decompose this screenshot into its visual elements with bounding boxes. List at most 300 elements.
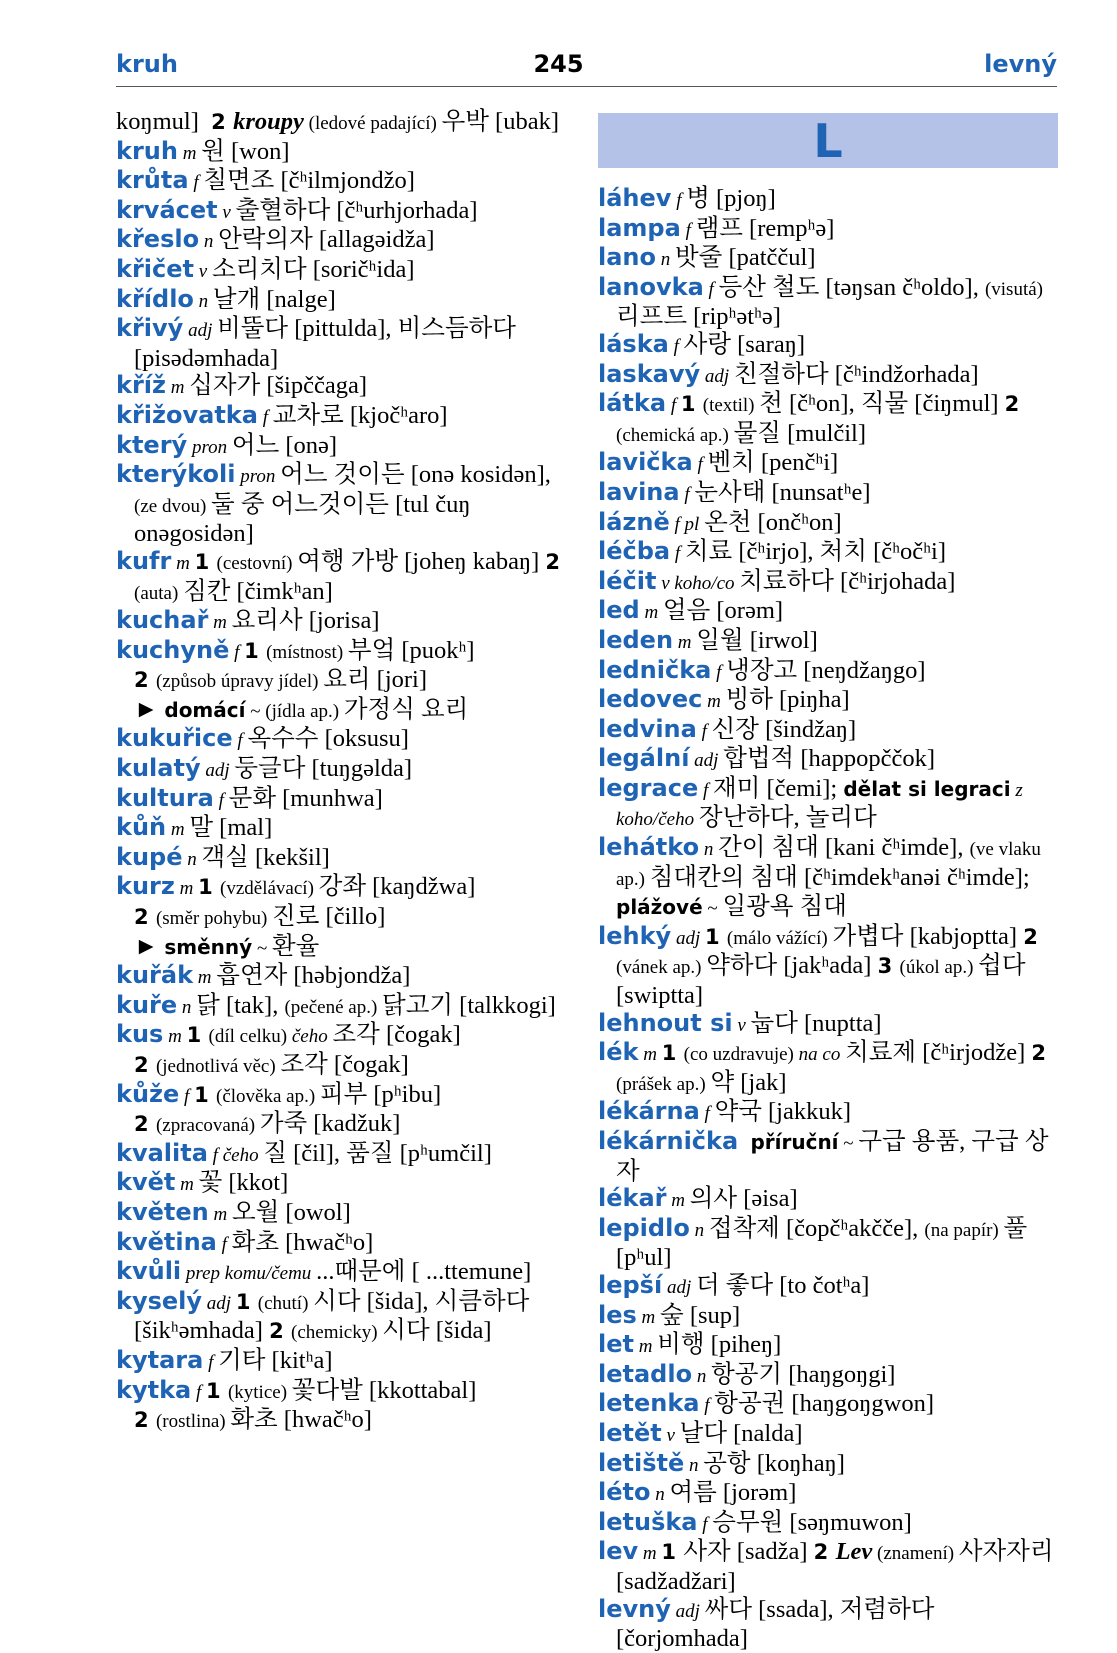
dictionary-entry [598, 1272, 1058, 1302]
entry-text: 램프 [rempʰə] [695, 214, 835, 242]
dictionary-entry [598, 568, 1058, 598]
entry-text: domácí [164, 697, 246, 722]
headword: ledvina [598, 714, 697, 743]
headword: lev [598, 1537, 639, 1566]
entry-text: 항공기 [haŋgoŋgi] [711, 1360, 896, 1388]
entry-text: adj [671, 927, 705, 949]
entry-text: ► [134, 932, 165, 960]
entry-text: f [179, 1085, 195, 1107]
entry-text: (cestovní) [216, 552, 298, 574]
entry-text: 눈사태 [nunsatʰe] [694, 478, 871, 506]
entry-text: (prášek ap.) [616, 1073, 711, 1095]
headword: lavina [598, 477, 680, 506]
dictionary-entry [598, 686, 1058, 716]
dictionary-entry [116, 432, 571, 462]
entry-text: 숲 [sup] [660, 1301, 741, 1329]
entry-text: z koho/čeho [616, 779, 1028, 831]
entry-text: (způsob úpravy jídel) [155, 671, 324, 693]
entry-text: f pl [669, 513, 705, 535]
dictionary-entry [598, 1420, 1058, 1450]
entry-text: 흡연자 [həbjondža] [216, 962, 411, 990]
entry-text: (zpracovaná) [155, 1115, 260, 1137]
entry-text: 병 [pjoŋ] [686, 185, 776, 212]
entry-text: m [673, 631, 697, 653]
entry-text: v [217, 201, 236, 223]
headword: látka [598, 389, 667, 418]
dictionary-entry [598, 1509, 1058, 1539]
entry-text: m [175, 1174, 199, 1196]
entry-text: 어느 것이든 [onə kosidən], [280, 461, 558, 489]
dictionary-entry [598, 923, 1058, 1010]
dictionary-entry [116, 1347, 571, 1377]
headword: kulatý [116, 754, 201, 783]
dictionary-entry [116, 903, 571, 933]
entry-text: 1 [186, 1023, 209, 1048]
entry-text: 객실 [kekšil] [201, 843, 330, 871]
entry-text: f [699, 1395, 715, 1417]
headword: kytka [116, 1375, 192, 1404]
entry-text: adj [200, 760, 235, 782]
right-column [598, 185, 1058, 1653]
entry-text: ~ (jídla ap.) [245, 700, 344, 722]
dictionary-entry [598, 834, 1058, 923]
entry-text: (rostlina) [155, 1411, 231, 1433]
headword: kuchař [116, 606, 209, 635]
headword: laskavý [598, 359, 701, 388]
dictionary-entry [116, 226, 571, 256]
headword: křičet [116, 254, 194, 283]
headword: letiště [598, 1448, 685, 1477]
dictionary-entry [598, 1185, 1058, 1215]
entry-text: f [257, 406, 273, 428]
dictionary-entry [116, 1140, 571, 1170]
entry-text: m [166, 819, 190, 841]
entry-text: f [229, 641, 245, 663]
entry-text: (místnost) [266, 641, 348, 663]
dictionary-entry [116, 814, 571, 844]
headword: kvalita [116, 1138, 208, 1167]
entry-text: 2 [1004, 392, 1027, 417]
dictionary-entry [598, 509, 1058, 539]
headword: křivý [116, 314, 184, 343]
entry-text: f [692, 454, 708, 476]
entry-text: v koho/co [656, 572, 740, 594]
entry-text: 재미 [čemi]; [713, 774, 844, 802]
entry-text: 2 [134, 1053, 156, 1077]
entry-text: m [633, 1336, 658, 1358]
entry-text: 항공권 [haŋgoŋgwon] [714, 1390, 935, 1418]
entry-text: n [182, 848, 202, 870]
entry-text: 일월 [irwol] [696, 626, 818, 654]
entry-text: (kytice) [227, 1381, 292, 1403]
entry-text: f [188, 172, 204, 194]
entry-text: 1 [206, 1378, 228, 1403]
entry-text: 약하다 [jakʰada] [706, 952, 878, 980]
entry-text: 2 [134, 1112, 156, 1137]
entry-text: 말 [mal] [189, 814, 273, 842]
entry-text: adj [689, 750, 724, 772]
entry-text: 여름 [jorəm] [669, 1479, 797, 1507]
headword: kytara [116, 1345, 204, 1374]
running-head-left: kruh [116, 50, 178, 78]
entry-text: ► [134, 695, 165, 723]
dictionary-entry [598, 274, 1058, 331]
headword: který [116, 430, 188, 459]
entry-text: m [638, 1543, 662, 1565]
entry-text: m [702, 691, 726, 713]
entry-text [738, 1128, 750, 1155]
entry-text: 사랑 [saraŋ] [683, 330, 805, 358]
entry-text: v [194, 260, 212, 282]
headword: led [598, 596, 640, 625]
entry-text: 비행 [piheŋ] [657, 1331, 782, 1359]
dictionary-entry [598, 1538, 1058, 1595]
entry-text: 치료하다 [čʰirjohada] [739, 567, 956, 595]
dictionary-entry [598, 775, 1058, 834]
entry-text: 조각 [čogak] [332, 1021, 461, 1049]
entry-text: m [208, 1203, 232, 1225]
dictionary-entry [598, 244, 1058, 274]
dictionary-entry [598, 1010, 1058, 1040]
entry-text: prep komu/čemu [181, 1263, 317, 1285]
headword: květina [116, 1227, 217, 1256]
entry-text: f [711, 661, 727, 683]
entry-text: ~ [702, 898, 723, 920]
dictionary-entry [598, 361, 1058, 391]
entry-text: n [689, 1219, 709, 1241]
entry-text: 1 [235, 1289, 258, 1314]
entry-text: 사자 [sadža] [683, 1538, 814, 1566]
entry-text: (málo vážící) [726, 927, 833, 949]
entry-text: (pečené ap.) [284, 996, 383, 1018]
dictionary-entry [116, 696, 571, 726]
headword: letuška [598, 1507, 698, 1536]
entry-text: 피부 [pʰibu] [319, 1080, 442, 1108]
headword: legální [598, 744, 690, 773]
dictionary-entry [598, 1215, 1058, 1272]
entry-text: adj [670, 1600, 705, 1622]
entry-text: (ve vlaku ap.) [616, 839, 1046, 890]
dictionary-entry [116, 1377, 571, 1407]
headword: krůta [116, 166, 189, 195]
dictionary-entry [116, 785, 571, 815]
entry-text: v [661, 1424, 680, 1446]
entry-text: 비뚤다 [pittulda], 비스듬하다 [pisədəmhada] [134, 315, 523, 372]
headword: letadlo [598, 1359, 693, 1388]
entry-text: 둥글다 [tuŋgəlda] [234, 755, 413, 783]
entry-text: f [699, 1103, 715, 1125]
entry-text: 1 [680, 392, 703, 417]
headword: lék [598, 1038, 639, 1067]
dictionary-entry [598, 1596, 1058, 1653]
headword: květ [116, 1168, 176, 1197]
entry-text: 꽃다발 [kkottabal] [291, 1376, 477, 1404]
entry-text: f čeho [207, 1144, 264, 1166]
entry-text: (ze dvou) [134, 495, 212, 517]
entry-text: v [732, 1014, 751, 1036]
entry-text: 2 [211, 110, 234, 134]
headword: kupé [116, 842, 183, 871]
headword: les [598, 1300, 637, 1329]
entry-text: 날개 [nalge] [212, 285, 336, 313]
entry-text: f [703, 278, 719, 300]
headword: lano [598, 243, 656, 272]
headword: lepší [598, 1270, 663, 1299]
entry-text: 날다 [nalda] [679, 1419, 803, 1447]
headword: kyselý [116, 1286, 203, 1315]
entry-text: f [191, 1381, 207, 1403]
dictionary-entry [116, 607, 571, 637]
dictionary-entry [598, 1302, 1058, 1332]
headword: letět [598, 1418, 662, 1447]
headword: kuře [116, 990, 178, 1019]
entry-text: 침대칸의 침대 [čʰimdekʰanəi čʰimde]; [649, 863, 1036, 891]
entry-text: 화초 [hwačʰo] [231, 1228, 374, 1256]
dictionary-entry [116, 1199, 571, 1229]
entry-text: 1 [198, 875, 221, 900]
entry-text: 2 [134, 668, 156, 693]
entry-text: 닭 [tak], [196, 991, 285, 1019]
dictionary-entry [116, 1258, 571, 1288]
entry-text: m [638, 1044, 662, 1066]
entry-text: 여행 가방 [joheŋ kabaŋ] [297, 547, 546, 575]
entry-text: 쉽다 [swiptta] [616, 952, 1032, 1010]
entry-text: 의사 [əisa] [689, 1185, 798, 1213]
entry-text: 간이 침대 [kani čʰimde], [718, 834, 970, 862]
entry-text: (co uzdravuje) [683, 1044, 799, 1066]
entry-text: 3 [877, 954, 900, 979]
entry-text: f [680, 219, 696, 241]
headword: kvůli [116, 1257, 182, 1286]
entry-text: f [213, 789, 229, 811]
entry-text: koŋmul] [116, 108, 212, 135]
entry-text: 요리사 [jorisa] [231, 607, 380, 635]
entry-text: 2 [1031, 1041, 1054, 1066]
headword: kuchyně [116, 635, 230, 664]
dictionary-entry [598, 1039, 1058, 1098]
dictionary-entry [598, 1361, 1058, 1391]
headword: kříž [116, 371, 166, 400]
headword: let [598, 1330, 634, 1359]
dictionary-entry [598, 657, 1058, 687]
entry-text: f [697, 1513, 713, 1535]
entry-text: 눕다 [nuptta] [750, 1009, 882, 1037]
dictionary-entry [116, 197, 571, 227]
headword: letenka [598, 1389, 700, 1418]
entry-text: 문화 [munhwa] [228, 784, 383, 812]
entry-text: (úkol ap.) [899, 957, 979, 979]
entry-text: n [684, 1454, 704, 1476]
headword: křeslo [116, 225, 200, 254]
dictionary-entry [116, 1229, 571, 1259]
dictionary-entry [116, 1110, 571, 1140]
entry-text: (ledové padající) [303, 113, 442, 134]
headword: lehnout si [598, 1008, 733, 1037]
dictionary-entry [116, 138, 571, 168]
entry-text: m [171, 552, 195, 574]
entry-text: 구급 용품, 구급 상자 [616, 1128, 1049, 1185]
dictionary-entry [116, 873, 571, 903]
entry-text: 얼음 [orəm] [662, 597, 784, 625]
entry-text: m [636, 1306, 661, 1328]
entry-text: směnný [164, 934, 253, 959]
entry-text: f [668, 335, 684, 357]
entry-text: 일광욕 침대 [722, 893, 847, 921]
dictionary-entry [598, 479, 1058, 509]
entry-text: ~ [838, 1133, 859, 1154]
running-head-right: levný [984, 50, 1057, 78]
entry-text: čeho [291, 1026, 333, 1048]
dictionary-entry [598, 745, 1058, 775]
entry-text: 시다 [šida] [382, 1317, 492, 1345]
entry-text: 신장 [šindžaŋ] [711, 715, 857, 743]
entry-text: 조각 [čogak] [280, 1051, 409, 1078]
entry-text: 원 [won] [201, 137, 290, 165]
entry-text: 약 [jak] [710, 1068, 787, 1096]
headword: krvácet [116, 195, 218, 224]
entry-text: 2 [813, 1540, 836, 1565]
entry-text: 등산 철도 [təŋsan čʰoldo], [718, 273, 985, 301]
headword: lékař [598, 1184, 667, 1213]
entry-text: f [666, 395, 681, 417]
entry-text: n [177, 996, 197, 1018]
dictionary-entry [598, 215, 1058, 245]
entry-text: 더 좋다 [to čotʰa] [695, 1271, 870, 1299]
entry-text: n [199, 231, 219, 253]
dictionary-entry [116, 402, 571, 432]
headword: křídlo [116, 284, 194, 313]
dictionary-entry [116, 844, 571, 874]
entry-text: m [208, 612, 232, 634]
headword: kultura [116, 783, 214, 812]
dictionary-entry [598, 1331, 1058, 1361]
entry-text: (znamení) [872, 1543, 959, 1565]
entry-text: n [692, 1365, 712, 1387]
entry-text: adj [183, 320, 218, 342]
headword: kufr [116, 546, 172, 575]
dictionary-entry [598, 1098, 1058, 1128]
headword: láhev [598, 184, 672, 212]
entry-text: 둘 중 어느것이든 [tul čuŋ onəgosidən] [134, 490, 477, 548]
entry-text: (visutá) [984, 278, 1048, 300]
entry-text: 가볍다 [kabjoptta] [832, 922, 1024, 950]
dictionary-entry [116, 755, 571, 785]
entry-text: 화초 [hwačʰo] [230, 1406, 372, 1434]
entry-text: m [174, 878, 199, 900]
entry-text: ...때문에 [ ...ttemune] [316, 1258, 532, 1286]
entry-text: 2 [269, 1319, 292, 1344]
entry-text: f [670, 543, 685, 565]
headword: lepidlo [598, 1213, 690, 1242]
entry-text: 치료제 [čʰirjodže] [845, 1039, 1032, 1067]
dictionary-entry [116, 372, 571, 402]
entry-text: 물질 [mulčil] [733, 419, 867, 447]
entry-text: 치료 [čʰirjo], 처치 [čʰočʰi] [684, 538, 947, 566]
headword: kruh [116, 136, 178, 165]
entry-text: 온천 [ončʰon] [704, 508, 842, 536]
entry-text: m [166, 377, 190, 399]
dictionary-entry [116, 637, 571, 667]
entry-text: 출혈하다 [čʰurhjorhada] [235, 196, 478, 224]
dictionary-entry [598, 627, 1058, 657]
entry-text: 환율 [271, 932, 320, 960]
entry-text: 기타 [kitʰa] [218, 1346, 333, 1374]
dictionary-entry [116, 1081, 571, 1111]
dictionary-entry [116, 256, 571, 286]
entry-text: 부엌 [puokʰ] [347, 636, 475, 664]
headword: křižovatka [116, 400, 258, 429]
headword: ledovec [598, 685, 703, 714]
dictionary-entry [116, 933, 571, 963]
dictionary-entry [116, 548, 571, 607]
headword: lékárnička [598, 1127, 739, 1155]
dictionary-entry [116, 1288, 571, 1347]
entry-text: (chutí) [257, 1292, 314, 1314]
dictionary-entry [598, 390, 1058, 449]
dictionary-entry [598, 185, 1058, 215]
entry-text: n [193, 290, 213, 312]
entry-text: ~ [252, 937, 272, 959]
headword: kus [116, 1020, 164, 1049]
entry-text: 십자가 [šipččaga] [189, 372, 368, 400]
entry-text: 냉장고 [neŋdžaŋgo] [726, 656, 926, 684]
headword: kukuřice [116, 724, 233, 753]
entry-text: 1 [194, 549, 217, 574]
dictionary-entry [598, 1128, 1058, 1185]
entry-text: 옥수수 [oksusu] [247, 725, 409, 753]
dictionary-entry [598, 538, 1058, 568]
dictionary-entry [116, 992, 571, 1022]
entry-text: plážové [616, 895, 703, 920]
entry-text: (jednotlivá věc) [155, 1056, 281, 1077]
entry-text: 싸다 [ssada], 저렴하다 [čorjomhada] [616, 1595, 941, 1653]
entry-text: 1 [661, 1540, 684, 1565]
entry-text: 닭고기 [talkkogi] [382, 991, 556, 1019]
entry-text: (na papír) [924, 1219, 1004, 1241]
entry-text: adj [700, 365, 734, 387]
dictionary-entry [598, 1450, 1058, 1480]
headword: kterýkoli [116, 460, 236, 489]
headword: lázně [598, 507, 670, 536]
entry-text: 오월 [owol] [231, 1198, 351, 1226]
entry-text: (člověka ap.) [216, 1085, 320, 1107]
entry-text: pron [187, 436, 232, 458]
headword: lékárna [598, 1097, 700, 1126]
dictionary-entry [116, 962, 571, 992]
page-number: 245 [533, 50, 584, 78]
entry-text: 요리 [jori] [323, 666, 428, 694]
headword: lanovka [598, 272, 704, 301]
headword: kuřák [116, 961, 194, 990]
dictionary-entry [116, 725, 571, 755]
entry-text: 짐칸 [čimkʰan] [183, 577, 333, 605]
dictionary-entry [116, 286, 571, 316]
entry-text: 사자자리 [sadžadžari] [616, 1538, 1060, 1595]
entry-text: 안락의자 [allagəidža] [218, 226, 435, 254]
entry-text: 어느 [onə] [231, 431, 338, 459]
headword: legrace [598, 773, 699, 802]
entry-text: f [671, 190, 687, 211]
dictionary-entry [598, 449, 1058, 479]
dictionary-entry [116, 1169, 571, 1199]
dictionary-entry [598, 716, 1058, 746]
entry-text: 풀 [pʰul] [616, 1214, 1034, 1272]
entry-text: (vzdělávací) [220, 878, 319, 900]
entry-text: f [698, 779, 713, 801]
entry-text: 리프트 [ripʰətʰə] [616, 303, 781, 331]
entry-text: 교차로 [kjočʰaro] [272, 401, 448, 429]
headword: léto [598, 1478, 651, 1507]
